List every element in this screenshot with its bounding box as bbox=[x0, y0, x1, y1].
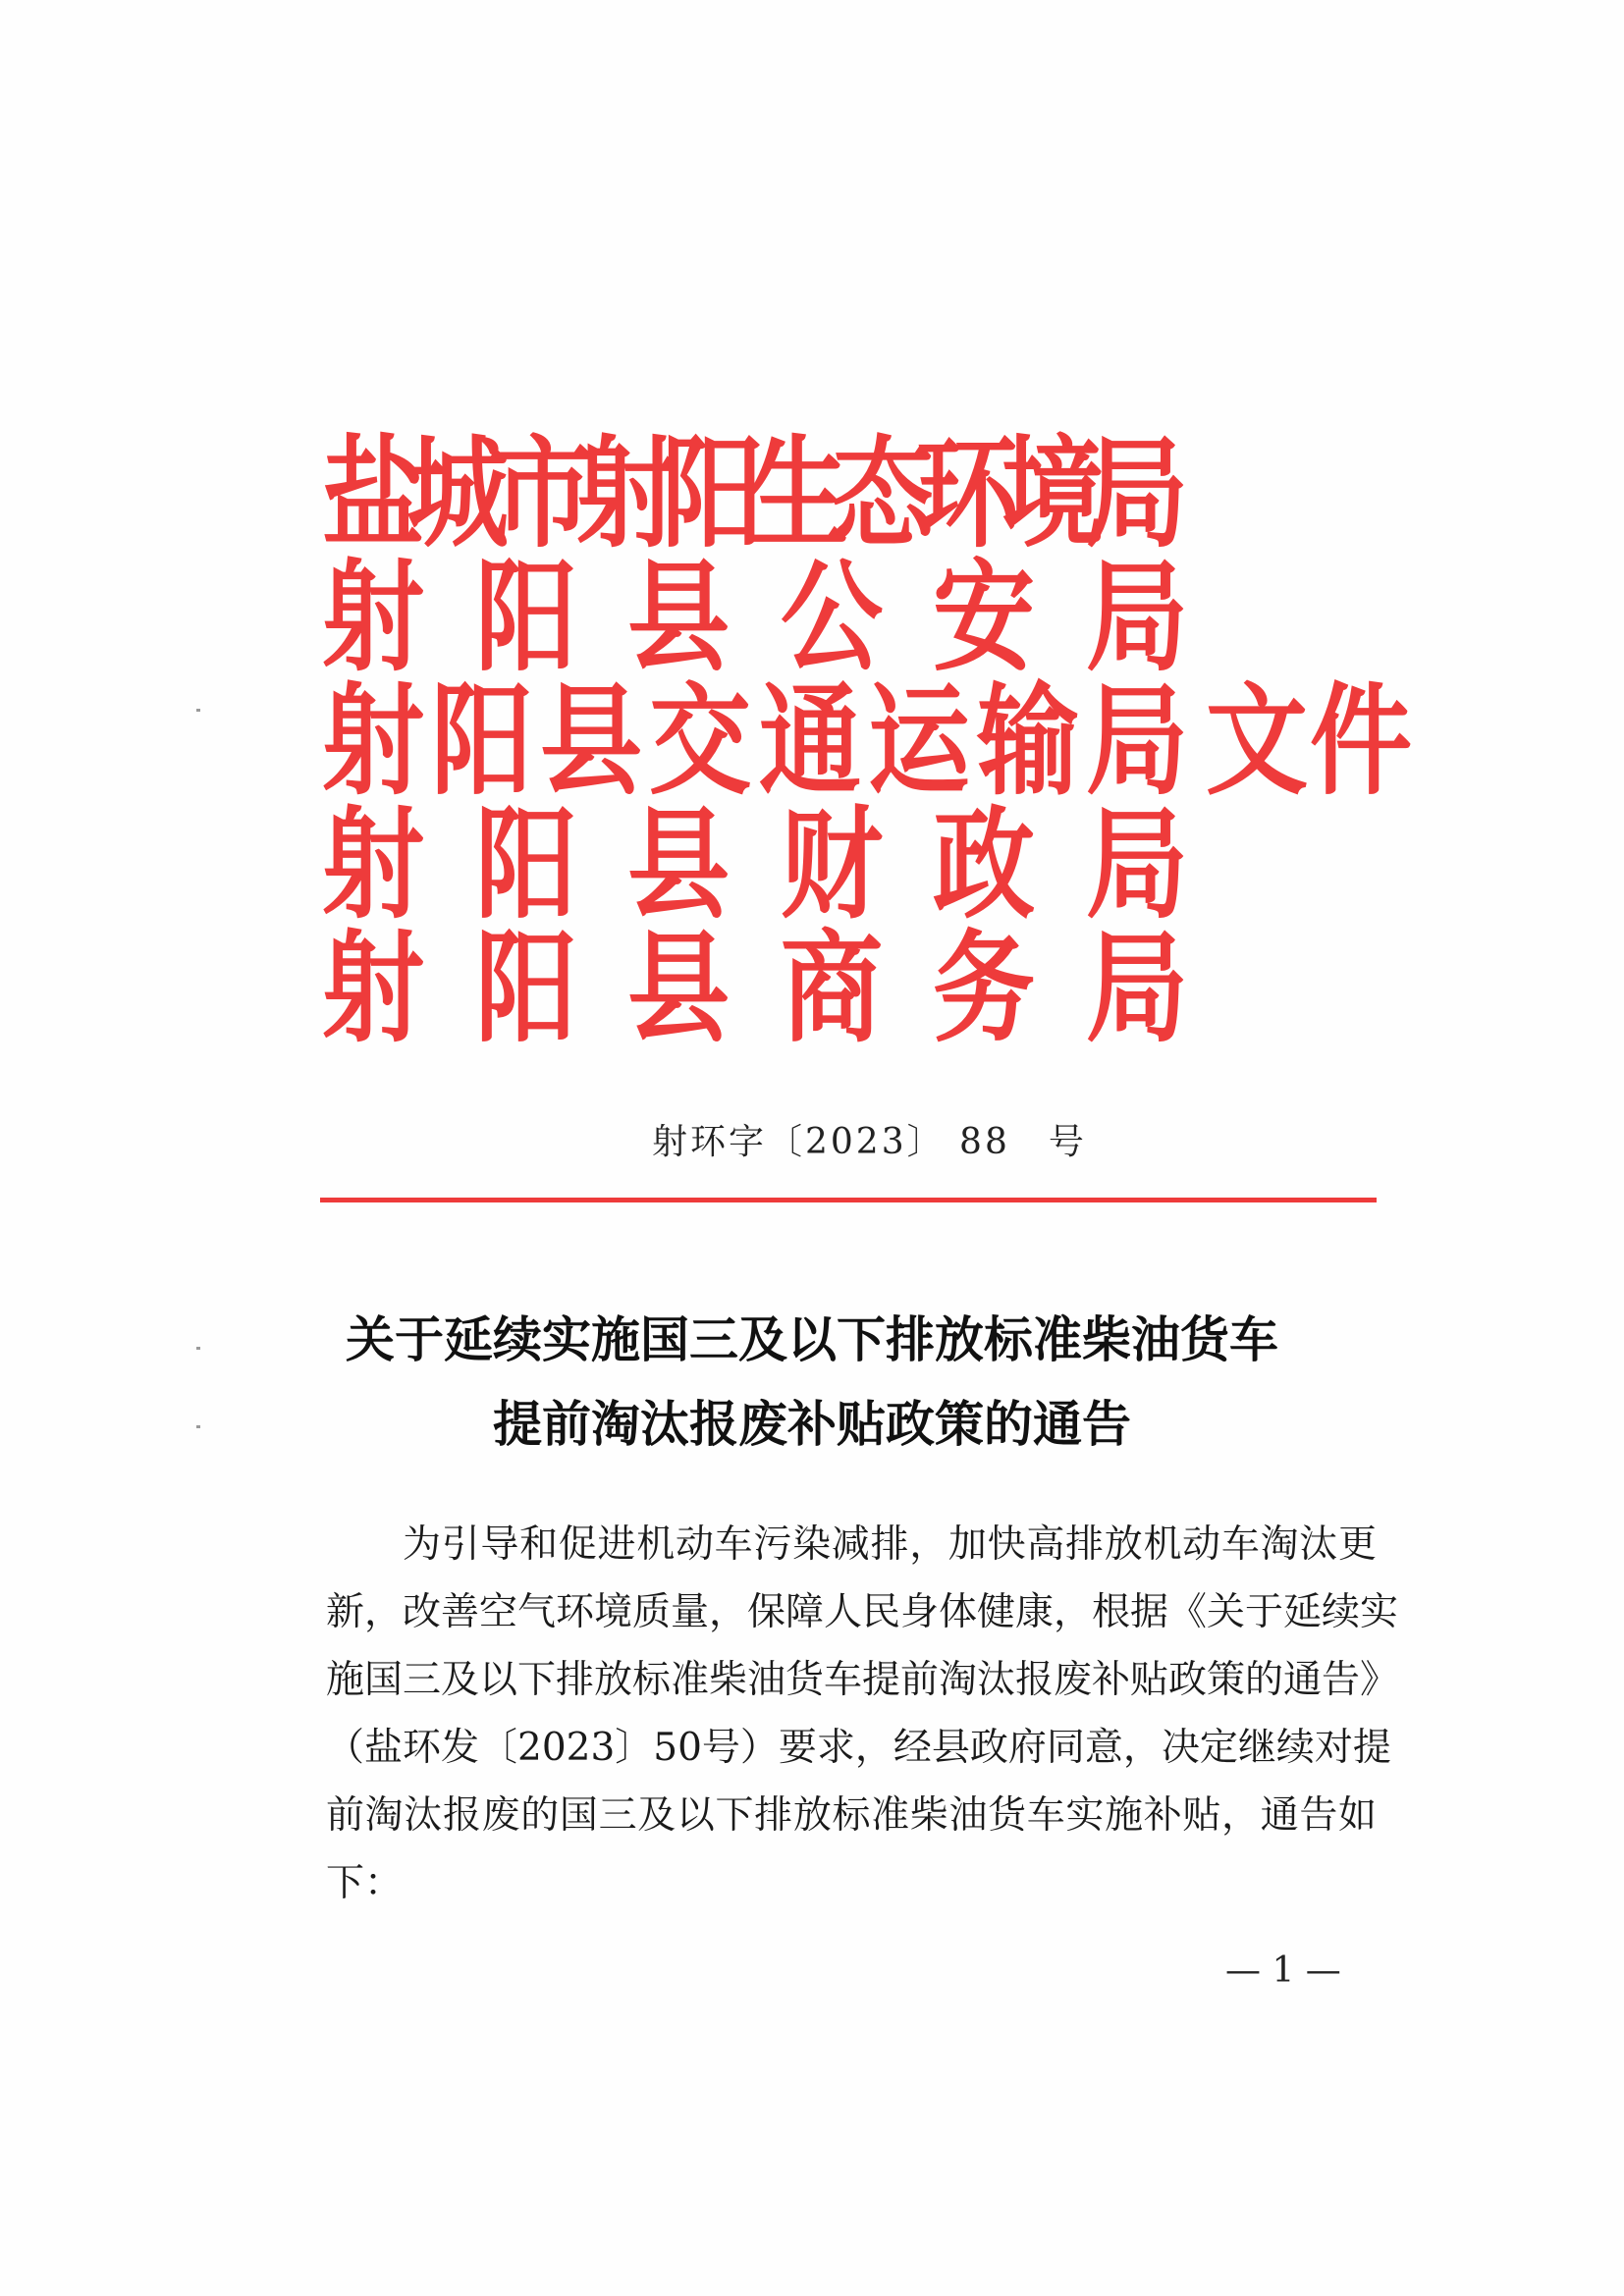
masthead-char: 阳 bbox=[475, 917, 578, 1060]
body-line: 下： bbox=[326, 1861, 404, 1905]
agency-name-transport bbox=[322, 669, 1206, 813]
masthead-char: 交 bbox=[649, 669, 752, 813]
masthead-char: 输 bbox=[977, 669, 1080, 813]
masthead-char: 务 bbox=[933, 917, 1036, 1060]
masthead-char: 射 bbox=[576, 422, 679, 565]
masthead-char: 城 bbox=[406, 422, 510, 565]
agency-name-finance bbox=[322, 793, 1206, 936]
body-line: 新，改善空气环境质量，保障人民身体健康，根据《关于延续实 bbox=[326, 1590, 1399, 1634]
document-suffix-wenjian: 文件 bbox=[1206, 669, 1415, 813]
agency-name-commerce bbox=[322, 917, 1206, 1060]
masthead-char: 县 bbox=[627, 546, 731, 689]
agency-name-public-security bbox=[322, 546, 1206, 689]
body-line: 施国三及以下排放标准柴油货车提前淘汰报废补贴政策的通告》 bbox=[326, 1658, 1399, 1702]
scan-speck bbox=[196, 709, 200, 712]
masthead-char: 盐 bbox=[322, 422, 425, 565]
red-divider-line bbox=[320, 1198, 1377, 1202]
document-title-line-2: 提前淘汰报废补贴政策的通告 bbox=[493, 1395, 1131, 1453]
masthead-char: 财 bbox=[781, 793, 884, 936]
masthead-char: 政 bbox=[933, 793, 1036, 936]
masthead-char: 运 bbox=[868, 669, 971, 813]
masthead-char: 阳 bbox=[662, 422, 765, 565]
masthead-char: 阳 bbox=[475, 793, 578, 936]
masthead-char: 商 bbox=[781, 917, 884, 1060]
agency-name-ecology-environment bbox=[322, 422, 1206, 565]
masthead-char: 局 bbox=[1086, 546, 1189, 689]
masthead-char: 态 bbox=[832, 422, 935, 565]
masthead-char: 通 bbox=[759, 669, 862, 813]
masthead-char: 生 bbox=[746, 422, 849, 565]
scan-speck bbox=[196, 1425, 200, 1428]
masthead-char: 射 bbox=[322, 917, 425, 1060]
masthead-char: 安 bbox=[933, 546, 1036, 689]
masthead-char: 阳 bbox=[431, 669, 534, 813]
masthead-char: 局 bbox=[1086, 422, 1189, 565]
masthead-char: 射 bbox=[322, 546, 425, 689]
masthead-char: 射 bbox=[322, 669, 425, 813]
masthead-char: 县 bbox=[627, 793, 731, 936]
masthead-char: 阳 bbox=[475, 546, 578, 689]
masthead-char: 市 bbox=[492, 422, 595, 565]
document-title-line-1: 关于延续实施国三及以下排放标准柴油货车 bbox=[346, 1310, 1278, 1368]
masthead-char: 局 bbox=[1086, 917, 1189, 1060]
masthead-char: 射 bbox=[322, 793, 425, 936]
body-line: 为引导和促进机动车污染减排，加快高排放机动车淘汰更 bbox=[403, 1522, 1377, 1567]
masthead-char: 县 bbox=[627, 917, 731, 1060]
scan-speck bbox=[196, 1347, 200, 1350]
document-number: 射环字〔2023〕 88 号 bbox=[652, 1122, 1087, 1162]
masthead-char: 境 bbox=[1001, 422, 1105, 565]
body-line: 前淘汰报废的国三及以下排放标准柴油货车实施补贴，通告如 bbox=[326, 1793, 1377, 1838]
page-number: — 1 — bbox=[1225, 1950, 1341, 1991]
masthead-char: 环 bbox=[916, 422, 1019, 565]
masthead-char: 局 bbox=[1086, 793, 1189, 936]
issuing-agencies-masthead bbox=[322, 422, 1415, 1060]
masthead-char: 公 bbox=[781, 546, 884, 689]
body-line: （盐环发〔2023〕50号）要求，经县政府同意，决定继续对提 bbox=[326, 1726, 1391, 1770]
masthead-char: 县 bbox=[540, 669, 643, 813]
masthead-char: 局 bbox=[1086, 669, 1189, 813]
